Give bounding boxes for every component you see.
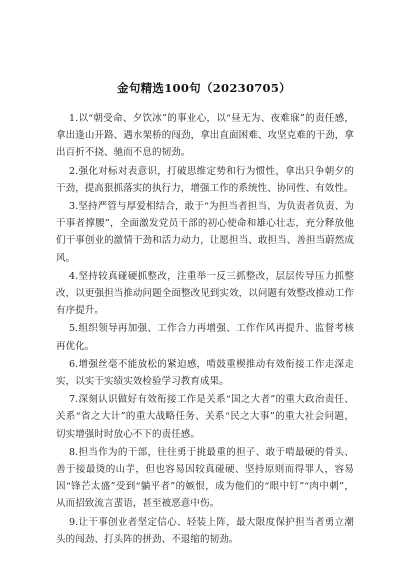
paragraph-6: 6.增强丝毫不能放松的紧迫感，啃鼓重楔推动有效衔接工作走深走实，以实干实绩实效检验学习教育成果。: [56, 358, 354, 388]
paragraph-5: 5.组织领导再加强、工作合力再增强、工作作风再提升、监督考核再优化。: [56, 323, 354, 352]
paragraph-8: 8.担当作为的干部，往往勇于挑最重的担子、敢于啃最硬的骨头、善于接最烫的山芋，但也容易因较真碰硬、坚持原则而得罪人，容易因“锋芒太盛”受到“躺平者”的嫉恨，成为他们的“眼中钉”“肉中刺”，从而招致流言蜚语，甚至被恶意中伤。: [56, 446, 354, 510]
paragraph-9: 9.让干事创业者坚定信心、轻装上阵，最大限度保护担当者勇立潮头的闯劲、打头阵的拼劲、不退缩的韧劲。: [56, 516, 354, 545]
paragraph-1: 1.以“朝受命、夕饮冰”的事业心，以“昼无为、夜难寐”的责任感，拿出逢山开路、遇水架桥的闯劲，拿出直面困难、攻坚克难的干劲，拿出百折不挠、驰而不息的韧劲。: [56, 113, 354, 159]
paragraph-7: 7.深刻认识做好有效衔接工作是关系“国之大者”的重大政治责任、关系“省之大计”的重大战略任务、关系“民之大事”的重大社会问题，切实增强时时放心不下的责任感。: [56, 394, 354, 440]
paragraph-3: 3.坚持严管与厚爱相结合，敢于“为担当者担当、为负责者负责、为干事者撑腰”，全面激发党员干部的初心使命和雄心壮志，充分释放他们干事创业的激情干劲和活力动力，让愿担当、敢担当、善担当蔚然成风。: [56, 201, 354, 264]
paragraph-4: 4.坚持较真碰硬抓整改，注重举一反三抓整改，层层传导压力抓整改，以更强担当推动问题全面整改见到实效，以问题有效整改推动工作有序提升。: [56, 270, 354, 317]
paragraph-2: 2.强化对标对表意识，打破思维定势和行为惯性，拿出只争朝夕的干劲，提高狠抓落实的执行力，增强工作的系统性、协同性、有效性。: [56, 165, 354, 194]
document-body: [56, 110, 354, 549]
document-title: 金句精选100句（20230705）: [117, 81, 291, 95]
